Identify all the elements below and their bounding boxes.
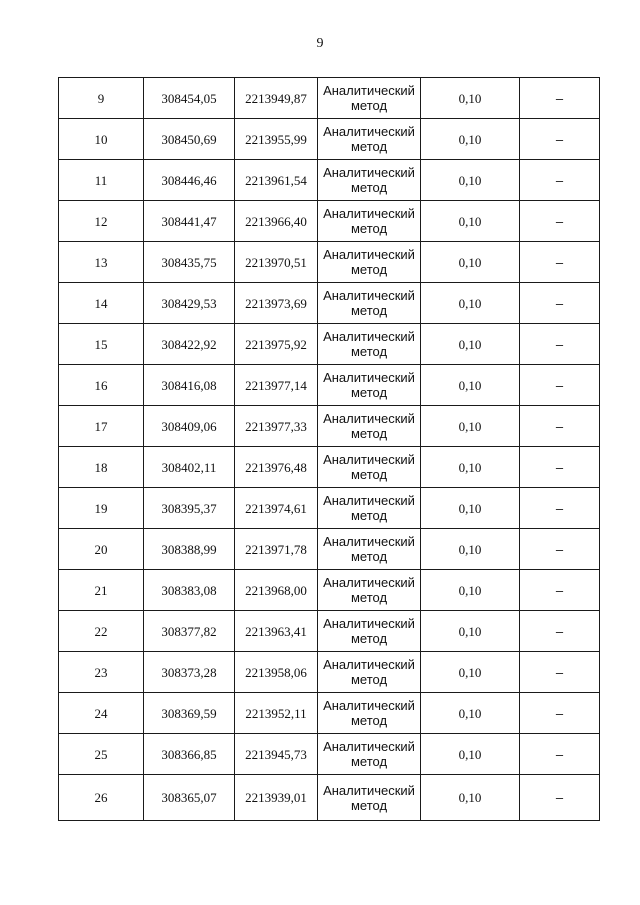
point-number-cell: 22 — [59, 611, 144, 652]
table-row — [59, 406, 600, 447]
method-line-1: Аналитический — [323, 616, 415, 631]
method-line-2: метод — [350, 754, 388, 769]
point-number-cell: 10 — [59, 119, 144, 160]
method-line-2: метод — [350, 344, 388, 359]
x-coordinate-cell: 308365,07 — [144, 775, 235, 821]
method-cell — [318, 447, 421, 488]
y-coordinate-cell: 2213970,51 — [235, 242, 318, 283]
y-coordinate-cell: 2213945,73 — [235, 734, 318, 775]
point-number-cell: 25 — [59, 734, 144, 775]
note-cell: – — [520, 119, 600, 160]
method-line-1: Аналитический — [323, 782, 415, 798]
method-cell — [318, 570, 421, 611]
table-row — [59, 119, 600, 160]
method-line-1: Аналитический — [323, 534, 415, 549]
table-row — [59, 693, 600, 734]
method-line-1: Аналитический — [323, 698, 415, 713]
accuracy-cell: 0,10 — [421, 365, 520, 406]
y-coordinate-cell: 2213973,69 — [235, 283, 318, 324]
method-line-2: метод — [350, 262, 388, 277]
point-number-cell: 9 — [59, 78, 144, 119]
note-cell: – — [520, 324, 600, 365]
method-line-2: метод — [350, 549, 388, 564]
note-cell: – — [520, 160, 600, 201]
x-coordinate-cell: 308388,99 — [144, 529, 235, 570]
method-line-2: метод — [350, 180, 388, 195]
y-coordinate-cell: 2213949,87 — [235, 78, 318, 119]
y-coordinate-cell: 2213971,78 — [235, 529, 318, 570]
note-cell: – — [520, 652, 600, 693]
x-coordinate-cell: 308450,69 — [144, 119, 235, 160]
table-row — [59, 652, 600, 693]
point-number-cell: 20 — [59, 529, 144, 570]
method-line-1: Аналитический — [323, 575, 415, 590]
x-coordinate-cell: 308441,47 — [144, 201, 235, 242]
table-row — [59, 78, 600, 119]
note-cell: – — [520, 529, 600, 570]
method-cell — [318, 119, 421, 160]
point-number-cell: 15 — [59, 324, 144, 365]
note-cell: – — [520, 775, 600, 821]
point-number-cell: 14 — [59, 283, 144, 324]
note-cell: – — [520, 611, 600, 652]
y-coordinate-cell: 2213958,06 — [235, 652, 318, 693]
y-coordinate-cell: 2213975,92 — [235, 324, 318, 365]
point-number-cell: 24 — [59, 693, 144, 734]
method-cell — [318, 693, 421, 734]
accuracy-cell: 0,10 — [421, 242, 520, 283]
x-coordinate-cell: 308369,59 — [144, 693, 235, 734]
x-coordinate-cell: 308429,53 — [144, 283, 235, 324]
y-coordinate-cell: 2213968,00 — [235, 570, 318, 611]
table-row — [59, 201, 600, 242]
method-cell — [318, 324, 421, 365]
accuracy-cell: 0,10 — [421, 324, 520, 365]
method-cell — [318, 529, 421, 570]
method-cell — [318, 652, 421, 693]
point-number-cell: 12 — [59, 201, 144, 242]
point-number-cell: 19 — [59, 488, 144, 529]
note-cell: – — [520, 734, 600, 775]
method-line-1: Аналитический — [323, 329, 415, 344]
accuracy-cell: 0,10 — [421, 570, 520, 611]
method-line-1: Аналитический — [323, 288, 415, 303]
method-line-1: Аналитический — [323, 452, 415, 467]
note-cell: – — [520, 78, 600, 119]
table-row — [59, 324, 600, 365]
x-coordinate-cell: 308454,05 — [144, 78, 235, 119]
method-line-2: метод — [350, 672, 388, 687]
note-cell: – — [520, 488, 600, 529]
method-line-2: метод — [350, 98, 388, 113]
note-cell: – — [520, 570, 600, 611]
accuracy-cell: 0,10 — [421, 529, 520, 570]
x-coordinate-cell: 308446,46 — [144, 160, 235, 201]
note-cell: – — [520, 201, 600, 242]
accuracy-cell: 0,10 — [421, 201, 520, 242]
x-coordinate-cell: 308435,75 — [144, 242, 235, 283]
table-row — [59, 488, 600, 529]
note-cell: – — [520, 365, 600, 406]
table-row — [59, 734, 600, 775]
method-line-2: метод — [350, 631, 388, 646]
x-coordinate-cell: 308366,85 — [144, 734, 235, 775]
method-cell — [318, 365, 421, 406]
y-coordinate-cell: 2213963,41 — [235, 611, 318, 652]
method-line-2: метод — [350, 797, 388, 813]
method-line-2: метод — [350, 426, 388, 441]
accuracy-cell: 0,10 — [421, 693, 520, 734]
method-line-2: метод — [350, 467, 388, 482]
table-row — [59, 242, 600, 283]
note-cell: – — [520, 406, 600, 447]
method-line-1: Аналитический — [323, 165, 415, 180]
table-row — [59, 365, 600, 406]
accuracy-cell: 0,10 — [421, 652, 520, 693]
point-number-cell: 11 — [59, 160, 144, 201]
note-cell: – — [520, 242, 600, 283]
x-coordinate-cell: 308402,11 — [144, 447, 235, 488]
point-number-cell: 18 — [59, 447, 144, 488]
x-coordinate-cell: 308373,28 — [144, 652, 235, 693]
accuracy-cell: 0,10 — [421, 119, 520, 160]
page-number: 9 — [316, 36, 324, 51]
accuracy-cell: 0,10 — [421, 283, 520, 324]
x-coordinate-cell: 308416,08 — [144, 365, 235, 406]
accuracy-cell: 0,10 — [421, 775, 520, 821]
coordinates-table — [58, 77, 600, 821]
method-line-1: Аналитический — [323, 206, 415, 221]
y-coordinate-cell: 2213952,11 — [235, 693, 318, 734]
method-line-2: метод — [350, 303, 388, 318]
point-number-cell: 23 — [59, 652, 144, 693]
accuracy-cell: 0,10 — [421, 611, 520, 652]
accuracy-cell: 0,10 — [421, 488, 520, 529]
method-line-1: Аналитический — [323, 657, 415, 672]
method-line-1: Аналитический — [323, 247, 415, 262]
method-line-2: метод — [350, 713, 388, 728]
x-coordinate-cell: 308377,82 — [144, 611, 235, 652]
accuracy-cell: 0,10 — [421, 447, 520, 488]
y-coordinate-cell: 2213976,48 — [235, 447, 318, 488]
table-row — [59, 529, 600, 570]
x-coordinate-cell: 308383,08 — [144, 570, 235, 611]
x-coordinate-cell: 308422,92 — [144, 324, 235, 365]
method-line-1: Аналитический — [323, 124, 415, 139]
method-line-1: Аналитический — [323, 370, 415, 385]
method-cell — [318, 78, 421, 119]
y-coordinate-cell: 2213961,54 — [235, 160, 318, 201]
method-cell — [318, 775, 421, 821]
method-line-1: Аналитический — [323, 739, 415, 754]
table-row — [59, 611, 600, 652]
method-cell — [318, 160, 421, 201]
y-coordinate-cell: 2213939,01 — [235, 775, 318, 821]
point-number-cell: 21 — [59, 570, 144, 611]
method-line-2: метод — [350, 385, 388, 400]
method-line-2: метод — [350, 508, 388, 523]
method-line-1: Аналитический — [323, 411, 415, 426]
accuracy-cell: 0,10 — [421, 78, 520, 119]
note-cell: – — [520, 447, 600, 488]
table-row — [59, 160, 600, 201]
x-coordinate-cell: 308409,06 — [144, 406, 235, 447]
accuracy-cell: 0,10 — [421, 734, 520, 775]
x-coordinate-cell: 308395,37 — [144, 488, 235, 529]
table-row — [59, 775, 600, 821]
method-cell — [318, 406, 421, 447]
y-coordinate-cell: 2213977,33 — [235, 406, 318, 447]
point-number-cell: 26 — [59, 775, 144, 821]
point-number-cell: 16 — [59, 365, 144, 406]
table-row — [59, 283, 600, 324]
table-row — [59, 570, 600, 611]
y-coordinate-cell: 2213966,40 — [235, 201, 318, 242]
method-line-2: метод — [350, 139, 388, 154]
method-line-2: метод — [350, 221, 388, 236]
note-cell: – — [520, 283, 600, 324]
method-line-2: метод — [350, 590, 388, 605]
y-coordinate-cell: 2213977,14 — [235, 365, 318, 406]
method-cell — [318, 734, 421, 775]
table-row — [59, 447, 600, 488]
method-cell — [318, 242, 421, 283]
accuracy-cell: 0,10 — [421, 406, 520, 447]
coordinates-table-body — [59, 78, 600, 821]
y-coordinate-cell: 2213955,99 — [235, 119, 318, 160]
note-cell: – — [520, 693, 600, 734]
accuracy-cell: 0,10 — [421, 160, 520, 201]
method-line-1: Аналитический — [323, 493, 415, 508]
point-number-cell: 17 — [59, 406, 144, 447]
method-cell — [318, 201, 421, 242]
point-number-cell: 13 — [59, 242, 144, 283]
method-line-1: Аналитический — [323, 83, 415, 98]
y-coordinate-cell: 2213974,61 — [235, 488, 318, 529]
method-cell — [318, 488, 421, 529]
method-cell — [318, 283, 421, 324]
method-cell — [318, 611, 421, 652]
